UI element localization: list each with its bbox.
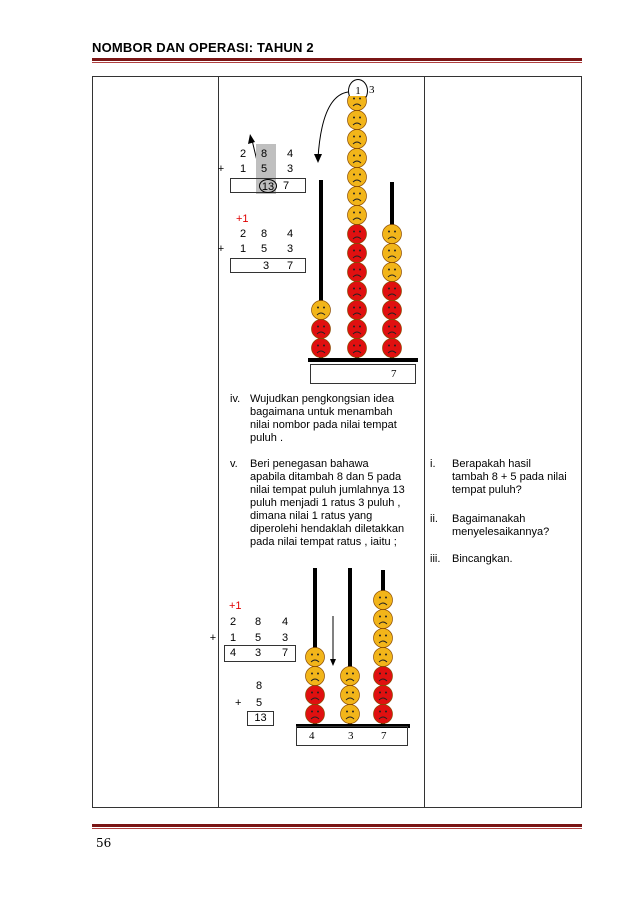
table-divider-left xyxy=(218,76,219,808)
yellow-bead xyxy=(374,610,393,629)
sum-a-digit: 8 xyxy=(260,148,268,160)
yellow-bead xyxy=(383,244,402,263)
sum-b-plus: + xyxy=(217,243,225,255)
sum-b-digit: 3 xyxy=(286,243,294,255)
question-number: iii. xyxy=(430,553,441,565)
question-line: tambah 8 + 5 pada nilai xyxy=(452,471,567,483)
red-bead xyxy=(348,263,367,282)
abacus-top xyxy=(300,96,422,386)
sum-b-digit: 8 xyxy=(260,228,268,240)
red-bead xyxy=(383,339,402,358)
step-line: nilai tempat puluh jumlahnya 13 xyxy=(250,484,405,496)
bottom-sum-result-digit: 4 xyxy=(229,647,237,659)
step-line: puluh menjadi 1 ratus 3 puluh , xyxy=(250,497,401,509)
red-bead xyxy=(374,705,393,724)
step-line: Wujudkan pengkongsian idea xyxy=(250,393,395,405)
sum-b-result-digit: 7 xyxy=(286,260,294,272)
sum-a-digit: 4 xyxy=(286,148,294,160)
yellow-bead xyxy=(306,667,325,686)
callout-digit-left: 1 xyxy=(355,85,361,97)
header-rule-thin xyxy=(92,62,582,63)
yellow-bead xyxy=(374,629,393,648)
yellow-bead xyxy=(312,301,331,320)
sum-a-result-ones: 7 xyxy=(283,180,290,192)
move-arrowhead xyxy=(330,659,336,666)
step-line: dimana nilai 1 ratus yang xyxy=(250,510,373,522)
step-v-number: v. xyxy=(230,458,238,470)
step-line: diperolehi hendaklah diletakkan xyxy=(250,523,405,535)
abacus-top-base-label xyxy=(310,364,416,384)
question-line: menyelesaikannya? xyxy=(452,526,550,538)
yellow-bead xyxy=(348,96,367,111)
yellow-bead xyxy=(348,111,367,130)
red-bead xyxy=(374,667,393,686)
sum-b-result-digit: 3 xyxy=(262,260,270,272)
sum-b-digit: 4 xyxy=(286,228,294,240)
sum-a-digit: 5 xyxy=(260,163,268,175)
yellow-bead xyxy=(341,667,360,686)
abacus-bottom-base-label xyxy=(296,726,408,746)
hundreds-place-value: 4 xyxy=(309,730,315,742)
red-bead xyxy=(306,705,325,724)
bottom-sum-digit: 2 xyxy=(229,616,237,628)
yellow-bead xyxy=(348,149,367,168)
red-bead xyxy=(374,686,393,705)
red-bead xyxy=(306,686,325,705)
step-v-text xyxy=(250,458,430,549)
header-rule xyxy=(92,58,582,61)
step-line: bagaimana untuk menambah xyxy=(250,406,393,418)
question-number: ii. xyxy=(430,513,438,525)
yellow-bead xyxy=(348,168,367,187)
ones-place-value: 7 xyxy=(391,368,397,380)
red-bead xyxy=(348,301,367,320)
abacus-base xyxy=(308,358,418,362)
step-iv-number: iv. xyxy=(230,393,241,405)
step-iv-text xyxy=(250,393,430,445)
red-bead xyxy=(312,320,331,339)
sum-b-digit: 5 xyxy=(260,243,268,255)
step-line: Beri penegasan bahawa xyxy=(250,458,369,470)
yellow-bead xyxy=(374,591,393,610)
bottom-sum-result-digit: 3 xyxy=(254,647,262,659)
red-bead xyxy=(348,244,367,263)
red-bead xyxy=(383,320,402,339)
ones-place-value: 7 xyxy=(381,730,387,742)
sum-a-digit: 1 xyxy=(239,163,247,175)
bottom-sum-digit: 4 xyxy=(281,616,289,628)
yellow-bead xyxy=(306,648,325,667)
question-line: Bagaimanakah xyxy=(452,513,526,525)
bottom-sum-result-digit: 7 xyxy=(281,647,289,659)
bottom-sum-digit: 5 xyxy=(254,632,262,644)
step-line: nilai nombor pada nilai tempat xyxy=(250,419,397,431)
sum-b-carry: +1 xyxy=(236,213,249,225)
yellow-bead xyxy=(348,130,367,149)
yellow-bead xyxy=(341,705,360,724)
sum-b-digit: 1 xyxy=(239,243,247,255)
sum-a-plus: + xyxy=(217,163,225,175)
small-sum-result: 13 xyxy=(247,711,274,726)
footer-rule xyxy=(92,824,582,827)
step-line: apabila ditambah 8 dan 5 pada xyxy=(250,471,402,483)
page-number: 56 xyxy=(96,836,112,850)
bottom-sum-plus: + xyxy=(209,632,217,644)
sum-a-digit: 2 xyxy=(239,148,247,160)
yellow-bead xyxy=(341,686,360,705)
tens-place-value: 3 xyxy=(348,730,354,742)
step-line: pada nilai tempat ratus , iaitu ; xyxy=(250,536,397,548)
bottom-carry: +1 xyxy=(229,600,242,612)
bottom-sum-digit: 1 xyxy=(229,632,237,644)
red-bead xyxy=(348,320,367,339)
red-bead xyxy=(348,339,367,358)
bottom-sum-digit: 8 xyxy=(254,616,262,628)
step-line: puluh . xyxy=(250,432,284,444)
sum-a-result-tens: 13 xyxy=(259,179,277,193)
callout-digit-right: 3 xyxy=(369,84,375,96)
red-bead xyxy=(312,339,331,358)
question-line: Berapakah hasil xyxy=(452,458,531,470)
red-bead xyxy=(383,301,402,320)
sum-a-digit: 3 xyxy=(286,163,294,175)
small-sum-plus: + xyxy=(235,697,242,709)
question-number: i. xyxy=(430,458,436,470)
small-sum-a: 8 xyxy=(256,680,263,692)
small-sum-b: 5 xyxy=(256,697,263,709)
page-header: NOMBOR DAN OPERASI: TAHUN 2 xyxy=(92,40,314,55)
red-bead xyxy=(383,282,402,301)
yellow-bead xyxy=(348,206,367,225)
question-line: Bincangkan. xyxy=(452,553,513,565)
red-bead xyxy=(348,282,367,301)
yellow-bead xyxy=(383,225,402,244)
red-bead xyxy=(348,225,367,244)
footer-rule-thin xyxy=(92,828,582,829)
carry-arrowhead xyxy=(248,134,255,144)
yellow-bead xyxy=(383,263,402,282)
yellow-bead xyxy=(374,648,393,667)
sum-b-digit: 2 xyxy=(239,228,247,240)
question-line: tempat puluh? xyxy=(452,484,522,496)
bottom-sum-digit: 3 xyxy=(281,632,289,644)
yellow-bead xyxy=(348,187,367,206)
abacus-bottom xyxy=(290,562,420,732)
